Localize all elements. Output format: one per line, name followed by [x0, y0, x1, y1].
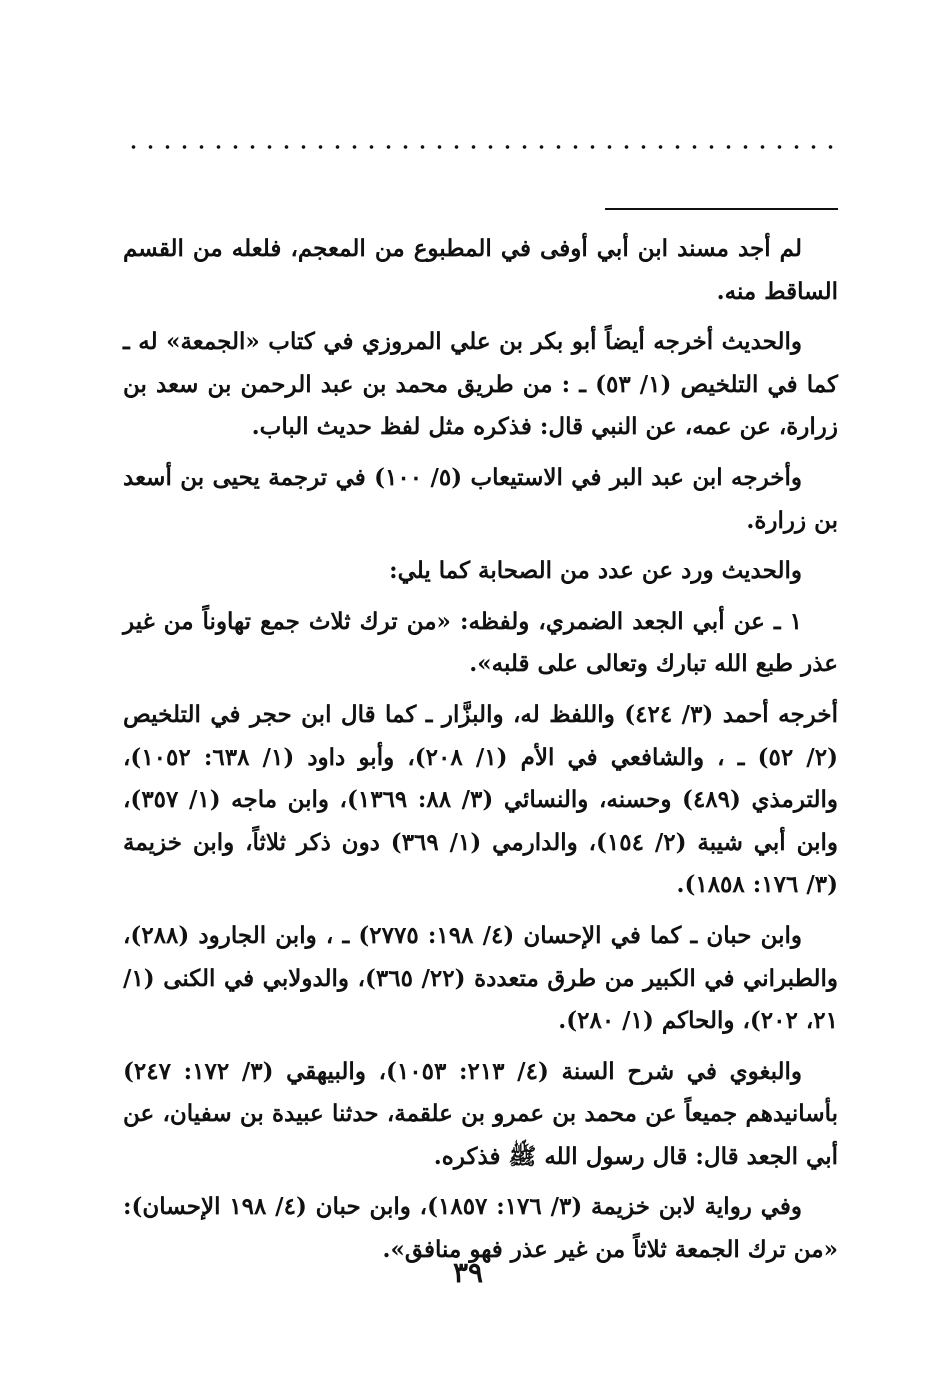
- paragraph-8: والبغوي في شرح السنة (٤/ ٢١٣: ١٠٥٣)، والبيهقي (٣/ ١٧٢: ٢٤٧) بأسانيدهم جميعاً عن محمد بن عمرو بن علقمة، حدثنا عبيدة بن سفيان، عن أبي الجعد قال: قال رسول الله ﷺ فذكره.: [123, 1057, 838, 1170]
- paragraph-4: والحديث ورد عن عدد من الصحابة كما يلي:: [389, 557, 802, 585]
- paragraph-9: وفي رواية لابن خزيمة (٣/ ١٧٦: ١٨٥٧)، وابن حبان (٤/ ١٩٨ الإحسان): «من ترك الجمعة ثلاثاً من غير عذر فهو منافق».: [123, 1193, 838, 1264]
- page-number: ٣٩: [452, 1256, 484, 1289]
- paragraph-2: والحديث أخرجه أيضاً أبو بكر بن علي المروزي في كتاب «الجمعة» له ـ كما في التلخيص (١/ ٥٣) ـ : من طريق محمد بن عبد الرحمن بن سعد بن زرارة، عن عمه، عن النبي قال: فذكره مثل لفظ حديث الباب.: [123, 328, 838, 441]
- paragraph-6: أخرجه أحمد (٣/ ٤٢٤) واللفظ له، والبزَّار ـ كما قال ابن حجر في التلخيص (٢/ ٥٢) ـ ، والشافعي في الأم (١/ ٢٠٨)، وأبو داود (١/ ٦٣٨: ١٠٥٢)، والترمذي (٤٨٩) وحسنه، والنسائي (٣/ ٨٨: ١٣٦٩)، وابن ماجه (١/ ٣٥٧)، وابن أبي شيبة (٢/ ١٥٤)، والدارمي (١/ ٣٦٩) دون ذكر ثلاثاً، وابن خزيمة (٣/ ١٧٦: ١٨٥٨).: [123, 700, 838, 899]
- dotted-separator: [125, 142, 837, 152]
- paragraph-5: ١ ـ عن أبي الجعد الضمري، ولفظه: «من ترك ثلاث جمع تهاوناً من غير عذر طبع الله تبارك وتعالى على قلبه».: [123, 607, 838, 678]
- paragraph-3: وأخرجه ابن عبد البر في الاستيعاب (٥/ ١٠٠) في ترجمة يحيى بن أسعد بن زرارة.: [123, 463, 838, 534]
- paragraph-1: لم أجد مسند ابن أبي أوفى في المطبوع من المعجم، فلعله من القسم الساقط منه.: [123, 235, 838, 305]
- footnote-text: [123, 228, 838, 1280]
- footnote-rule: [605, 208, 838, 210]
- paragraph-7: وابن حبان ـ كما في الإحسان (٤/ ١٩٨: ٢٧٧٥) ـ ، وابن الجارود (٢٨٨)، والطبراني في الكبير من طرق متعددة (٢٢/ ٣٦٥)، والدولابي في الكنى (١/ ٢١، ٢٠٢)، والحاكم (١/ ٢٨٠).: [123, 921, 838, 1035]
